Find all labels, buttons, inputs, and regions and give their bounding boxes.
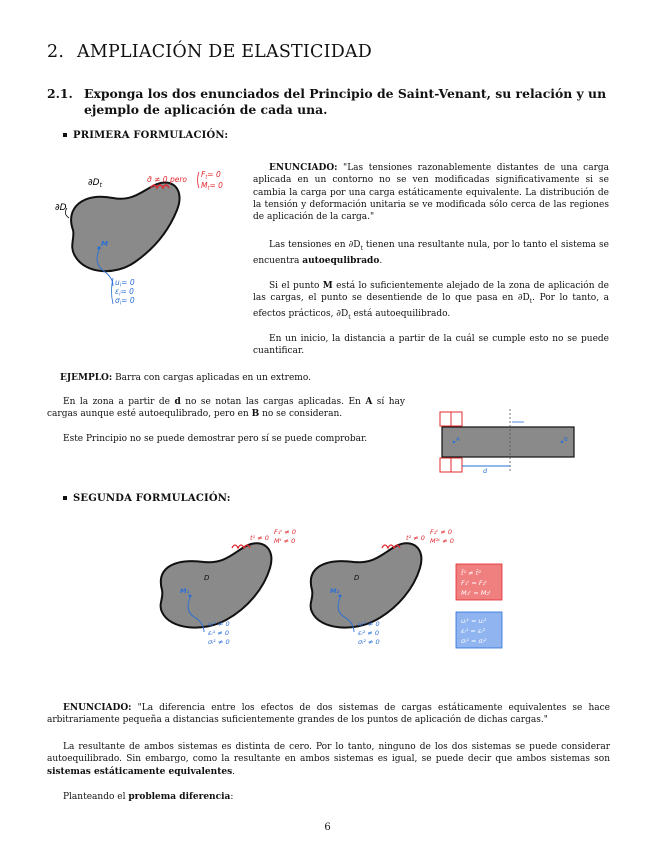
moment-zero-label: $M_t= 0$ — [201, 181, 223, 192]
solid-body-shape — [71, 182, 179, 271]
body-1-m-label: M₁ — [180, 587, 190, 595]
page-number: 6 — [324, 822, 331, 833]
bar-figure — [434, 405, 584, 475]
subsection-text: Exponga los dos enunciados del Principio de Saint-Venant, su relación y un ejemplo de aplicación de cada una. — [84, 86, 607, 117]
second-enunciado — [47, 702, 610, 727]
body-1-s: σᵢ¹ ≠ 0 — [208, 638, 230, 646]
blue-box-line-1: uᵢ¹ = uᵢ² — [461, 617, 487, 625]
load-box-top-left — [440, 412, 451, 426]
u-zero-label: $u_i= 0$ — [115, 278, 135, 289]
d-label: d — [483, 467, 488, 475]
point-b-dot — [561, 441, 563, 443]
enunciado-text: "Las tensiones razonablemente distantes de una carga aplicada en un contorno no se ven modificadas significativamente si se cambia la carga por una carga estáticamente equivalente. La distribución de la tensión y deformación unitaria se ve modificada sólo cerca de las regiones de aplicación de la carga." — [253, 163, 609, 223]
load-box-top-right — [451, 412, 462, 426]
body-2-d-label: D — [354, 574, 360, 582]
section-title-text: AMPLIACIÓN DE ELASTICIDAD — [77, 42, 373, 62]
body-1-u: uᵢ¹ ≠ 0 — [208, 620, 230, 628]
e-zero-label: $\varepsilon_i= 0$ — [115, 287, 134, 298]
first-paragraph-4: En un inicio, la distancia a partir de la cuál se cumple esto no se puede cuantificar. — [253, 334, 609, 357]
second-heading-text: SEGUNDA FORMULACIÓN: — [73, 493, 231, 504]
first-enunciado — [253, 162, 609, 223]
body-2-e: εᵢ² ≠ 0 — [358, 629, 379, 637]
second-paragraph-3: Planteando el problema diferencia: — [63, 792, 234, 802]
bar-shape — [442, 427, 574, 457]
body-2-tag: t² ≠ 0 — [406, 534, 425, 542]
first-paragraph-2: Las tensiones en $\partial D_t$ tienen una resultante nula, por lo tanto el sistema se encuentra autoequlibrado. — [253, 240, 609, 267]
first-heading-text: PRIMERA FORMULACIÓN: — [73, 130, 229, 141]
force-brace — [198, 172, 200, 188]
example-paragraph-1: En la zona a partir de d no se notan las cargas aplicadas. En A sí hay cargas aunque esté autoequlibrado, pero en B no se consideran. — [47, 397, 405, 420]
body-1-shape — [161, 543, 272, 627]
section-title — [47, 42, 372, 62]
body-2-shape — [311, 543, 422, 627]
body-2-m-label: M₂ — [330, 587, 340, 595]
ddt-label: $\partial D_t$ — [88, 178, 102, 189]
body-2-s: σᵢ² ≠ 0 — [358, 638, 380, 646]
point-a-label: A — [456, 437, 460, 443]
second-paragraph-2: La resultante de ambos sistemas es distinta de cero. Por lo tanto, ninguno de los dos sistemas se puede considerar autoequilibrado. Sin embargo, como la resultante en ambos sistemas es igual, se puede decir que ambos sistemas son sistemas estáticamente equivalentes. — [47, 742, 610, 777]
s-zero-label: $\sigma_i= 0$ — [115, 296, 135, 307]
body-1-e: εᵢ¹ ≠ 0 — [208, 629, 229, 637]
load-box-bottom-right — [451, 458, 462, 472]
point-a-dot — [453, 441, 455, 443]
second-enunciado-label: ENUNCIADO: — [63, 703, 132, 713]
bullet-icon — [63, 133, 67, 137]
load-box-bottom-left — [440, 458, 451, 472]
first-paragraph-3: Si el punto M está lo suficientemente alejado de la zona de aplicación de las cargas, el punto se desentiende de lo que pasa en $\partial D_t$. Por lo tanto, a efectos prácticos, $\partial D_t$ está autoequilibrado. — [253, 281, 609, 322]
body-2-u: uᵢ² ≠ 0 — [358, 620, 380, 628]
blue-box-line-2: εᵢ¹ = εᵢ² — [461, 627, 486, 635]
subsection-title — [47, 86, 617, 118]
first-formulation-figure — [55, 170, 235, 310]
subsection-number: 2.1. — [47, 86, 73, 101]
red-box-line-1: t̄¹ ≠ t̄² — [461, 569, 481, 577]
body-1-moment: Mᵗ ≠ 0 — [274, 537, 296, 545]
second-formulation-heading — [63, 493, 231, 504]
body-2-moment: M²ᵗ ≠ 0 — [430, 537, 454, 545]
body-1-tag: t¹ ≠ 0 — [250, 534, 269, 542]
enunciado-label: ENUNCIADO: — [269, 163, 338, 173]
dd-label: ∂D — [55, 203, 67, 213]
red-box-line-3: M₁ᵗ = M₂ᵗ — [461, 589, 491, 597]
blue-box-line-3: σᵢ¹ = σᵢ² — [461, 637, 487, 645]
sigma-label: σ̄ ≠ 0 pero — [147, 175, 188, 184]
point-m-label: M — [101, 240, 108, 248]
force-zero-label: $F_t= 0$ — [201, 170, 221, 181]
second-enunciado-text: "La diferencia entre los efectos de dos sistemas de cargas estáticamente equivalentes se hace arbitrariamente pequeña a distancias suficientemente grandes de los puntos de aplicación de dichas cargas." — [47, 703, 610, 726]
body-2-force: F₂ᵗ ≠ 0 — [430, 528, 452, 536]
point-b-label: B — [564, 437, 568, 443]
second-formulation-figure — [150, 520, 510, 660]
example-line: EJEMPLO: Barra con cargas aplicadas en un extremo. — [60, 373, 311, 383]
body-1-d-label: D — [204, 574, 210, 582]
red-box-line-2: F₁ᵗ = F₂ᵗ — [461, 579, 488, 587]
bullet-icon — [63, 496, 67, 500]
body-1-force: F₁ᵗ ≠ 0 — [274, 528, 296, 536]
section-number: 2. — [47, 42, 65, 62]
first-formulation-heading — [63, 130, 228, 141]
example-paragraph-2: Este Principio no se puede demostrar pero sí se puede comprobar. — [63, 434, 368, 444]
